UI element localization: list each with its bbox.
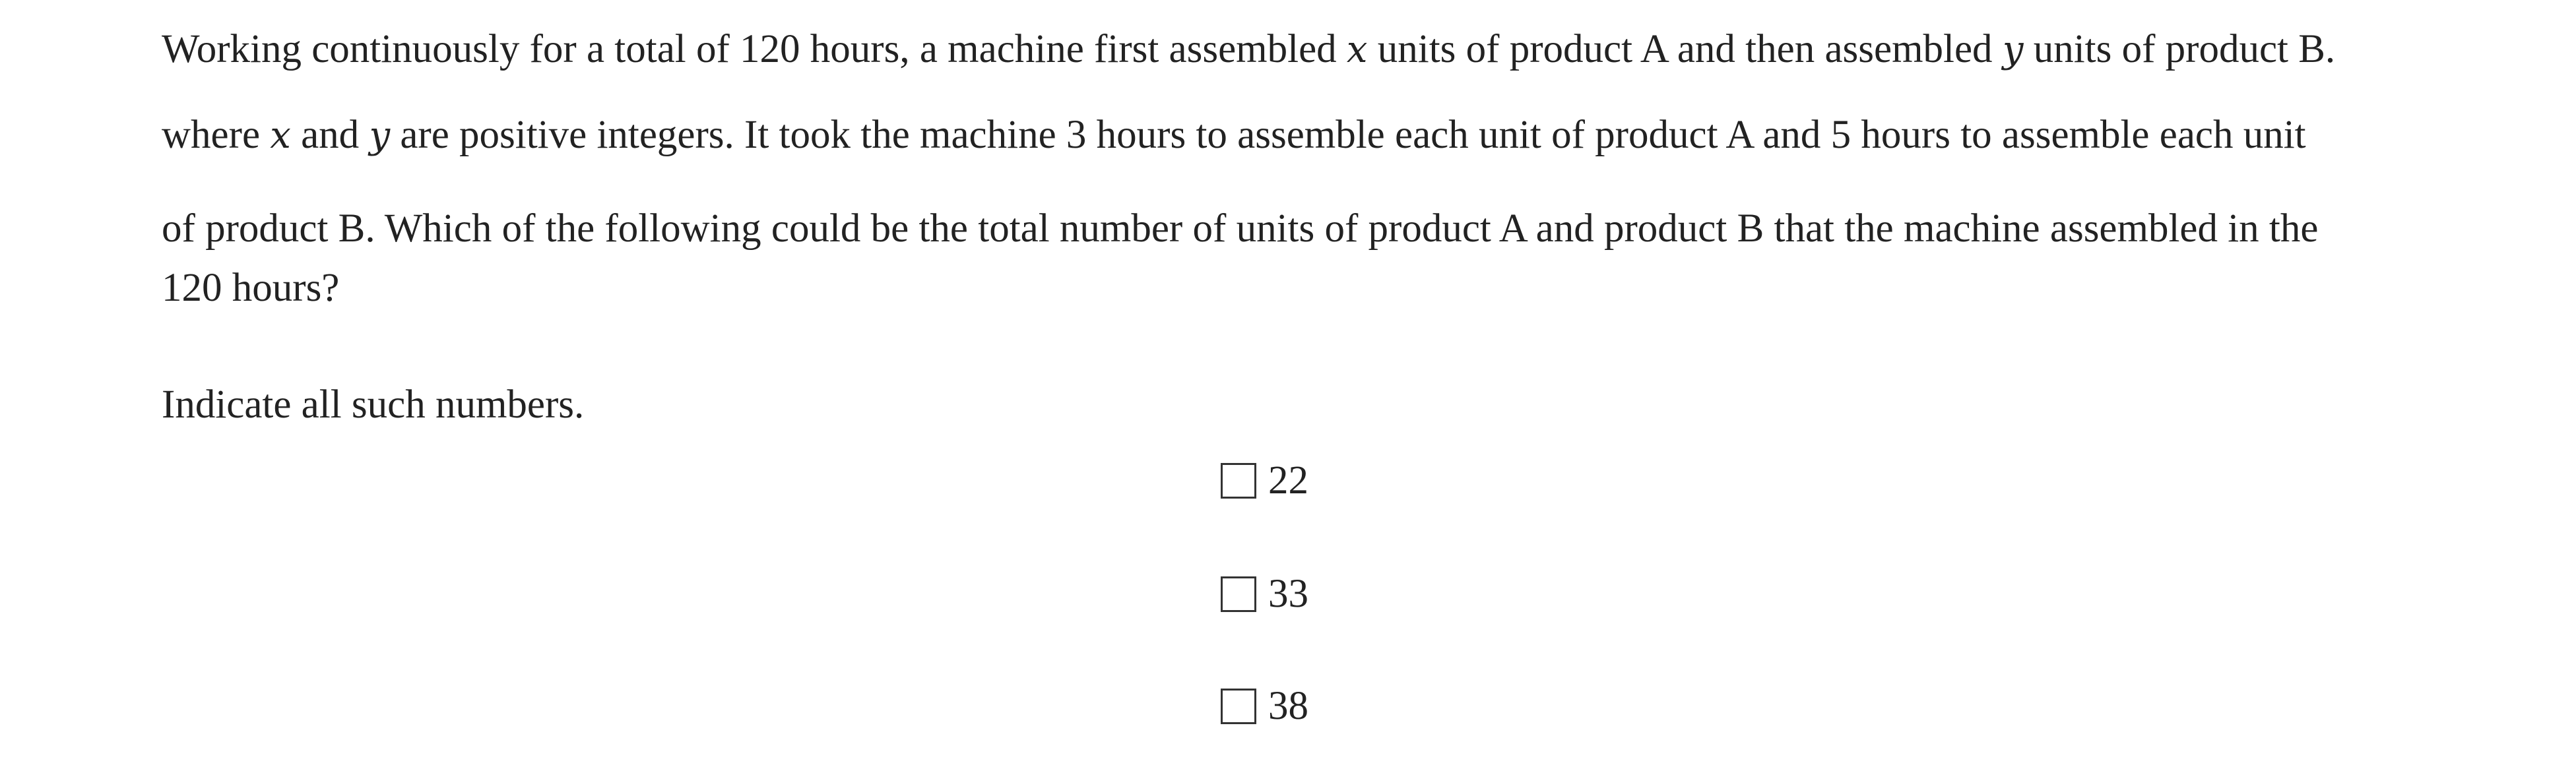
choice-label: 22 bbox=[1268, 458, 1308, 503]
question-text-segment: are positive integers. It took the machine 3 hours to assemble each unit of product A and 5 hours to assemble each unit bbox=[390, 113, 2306, 157]
answer-choice-38[interactable] bbox=[1221, 681, 1308, 732]
checkbox[interactable] bbox=[1221, 689, 1256, 724]
question-line-3: of product B. Which of the following could be the total number of units of product A and product B that the machine assembled in the bbox=[162, 206, 2319, 251]
question-line-2 bbox=[162, 109, 2306, 162]
choice-label: 38 bbox=[1268, 684, 1308, 728]
variable-x: x bbox=[1346, 28, 1368, 71]
question-line-1 bbox=[162, 24, 2335, 76]
instruction-text: Indicate all such numbers. bbox=[162, 383, 585, 427]
answer-choice-33[interactable] bbox=[1221, 569, 1308, 620]
variable-y: y bbox=[369, 114, 391, 157]
variable-x: x bbox=[270, 114, 291, 157]
question-line-4: 120 hours? bbox=[162, 266, 340, 310]
choice-label: 33 bbox=[1268, 572, 1308, 616]
variable-y: y bbox=[2002, 28, 2024, 71]
question-text-segment: units of product B. bbox=[2023, 27, 2336, 71]
question-text-segment: Working continuously for a total of 120 hours, a machine first assembled bbox=[162, 27, 1347, 71]
question-text-segment: where bbox=[162, 113, 271, 157]
checkbox[interactable] bbox=[1221, 576, 1256, 612]
checkbox[interactable] bbox=[1221, 463, 1256, 499]
answer-choice-22[interactable] bbox=[1221, 455, 1308, 507]
question-text-segment: and bbox=[290, 113, 370, 157]
question-text-segment: units of product A and then assembled bbox=[1367, 27, 2003, 71]
